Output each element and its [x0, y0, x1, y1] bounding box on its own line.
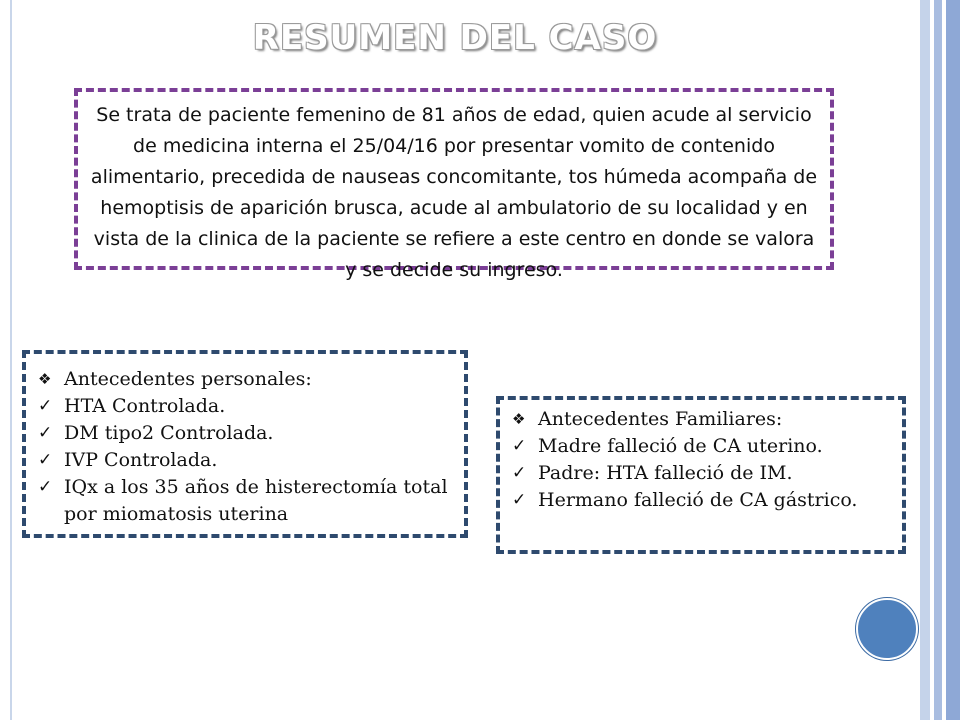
right-decorative-band: [916, 0, 960, 720]
decorative-circle: [856, 598, 918, 660]
personal-history-list: [38, 366, 456, 528]
checkmark-icon: ✓: [38, 423, 53, 443]
diamond-bullet-icon: ❖: [512, 410, 526, 428]
list-item: ✓ HTA Controlada.: [38, 393, 456, 420]
checkmark-icon: ✓: [38, 450, 53, 470]
list-item: ✓ Padre: HTA falleció de IM.: [512, 460, 894, 487]
checkmark-icon: ✓: [512, 436, 527, 456]
family-history-list: [512, 406, 894, 514]
case-summary-box: [74, 88, 834, 281]
list-item: ✓ IVP Controlada.: [38, 447, 456, 474]
personal-history-box: [22, 350, 468, 538]
checkmark-icon: ✓: [512, 463, 527, 483]
checkmark-icon: ✓: [38, 396, 53, 416]
list-item: ✓ Madre falleció de CA uterino.: [512, 433, 894, 460]
list-item: ✓ IQx a los 35 años de histerectomía total por miomatosis uterina: [38, 476, 448, 525]
case-summary-text: Se trata de paciente femenino de 81 años de edad, quien acude al servicio de medicina interna el 25/04/16 por presentar vomito de contenido alimentario, precedida de nauseas concomitante, tos húmeda acompaña de hemoptisis de aparición brusca, acude al ambulatorio de su localidad y en vista de la clinica de la paciente se refiere a este centro en donde se valora y se decide su ingreso.: [90, 104, 818, 281]
diamond-bullet-icon: ❖: [38, 370, 52, 388]
left-border-line: [10, 0, 12, 720]
list-item: ✓ DM tipo2 Controlada.: [38, 420, 456, 447]
family-history-box: [496, 396, 906, 554]
list-item: ✓ Hermano falleció de CA gástrico.: [512, 487, 894, 514]
checkmark-icon: ✓: [512, 490, 527, 510]
checkmark-icon: ✓: [38, 477, 53, 497]
family-history-heading: ❖ Antecedentes Familiares:: [512, 406, 894, 433]
slide-title: RESUMEN DEL CASO: [252, 18, 658, 58]
personal-history-heading: ❖ Antecedentes personales:: [38, 366, 456, 393]
